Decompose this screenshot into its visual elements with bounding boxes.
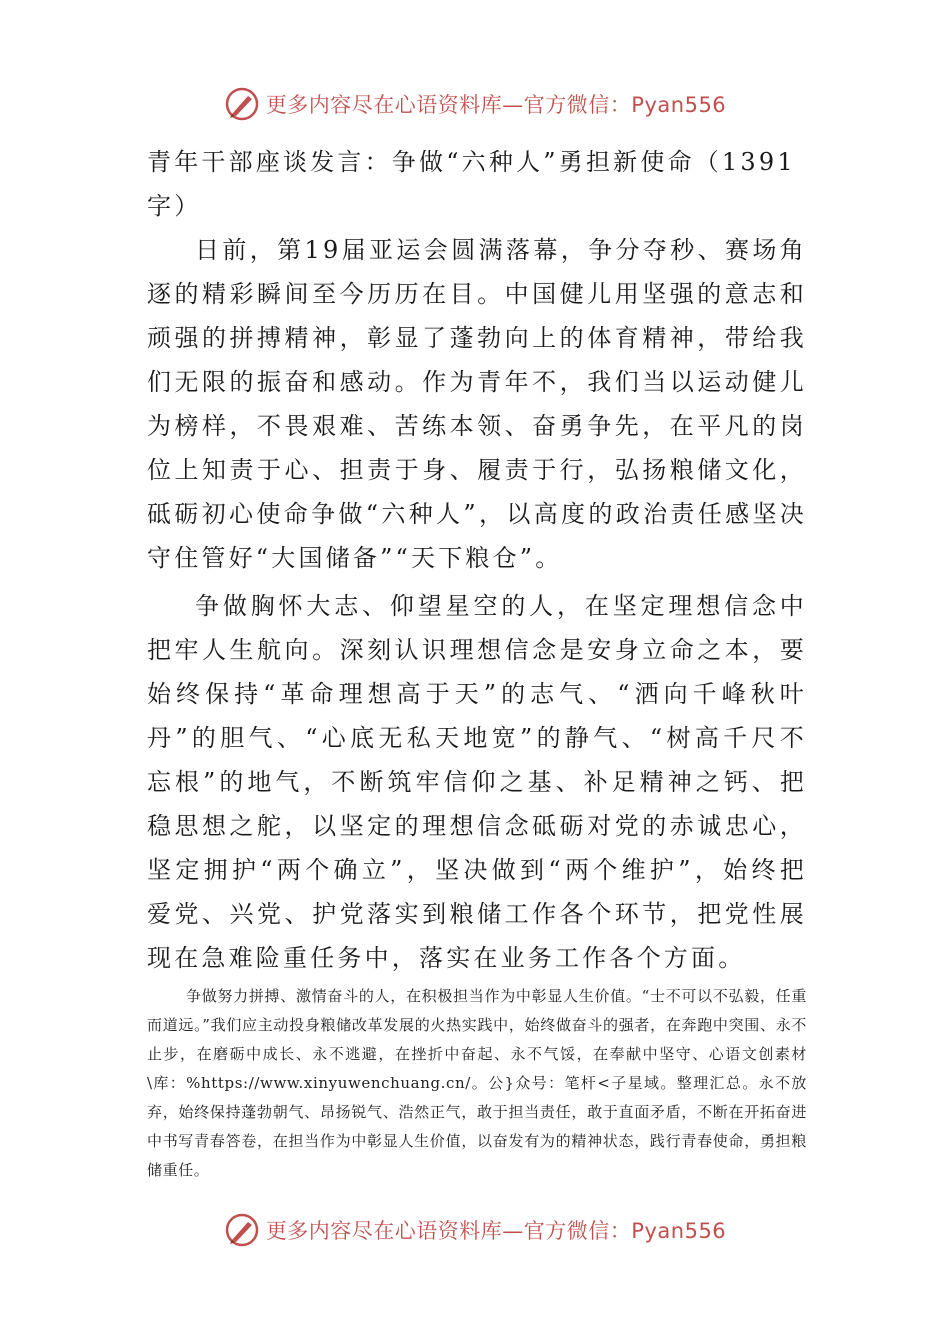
header-banner	[0, 84, 950, 124]
paragraph: 日前，第19届亚运会圆满落幕，争分夺秒、赛场角逐的精彩瞬间至今历历在目。中国健儿用坚强的意志和顽强的拼搏精神，彰显了蓬勃向上的体育精神，带给我们无限的振奋和感动。作为青年不，我们当以运动健儿为榜样，不畏艰难、苦练本领、奋勇争先，在平凡的岗位上知责于心、担责于身、履责于行，弘扬粮储文化，砥砺初心使命争做“六种人”，以高度的政治责任感坚决守住管好“大国储备”“天下粮仓”。	[147, 236, 807, 572]
footer-banner	[0, 1210, 950, 1250]
small-paragraph: 争做努力拼搏、激情奋斗的人，在积极担当作为中彰显人生价值。“士不可以不弘毅，任重而道远。”我们应主动投身粮储改革发展的火热实践中，始终做奋斗的强者，在奔跑中突围、永不止步，在磨砺中成长、永不逃避，在挫折中奋起、永不气馁，在奉献中坚守、心语文创素材\库：%https://www.xinyuwenchuang.cn/。公}众号：笔杆<子星域。整理汇总。永不放弃，始终保持蓬勃朝气、昂扬锐气、浩然正气，敢于担当责任，敢于直面矛盾，不断在开拓奋进中书写青春答卷，在担当作为中彰显人生价值，以奋发有为的精神状态，践行青春使命，勇担粮储重任。	[147, 987, 807, 1179]
banner-text: 更多内容尽在心语资料库—官方微信：Pyan556	[265, 1219, 727, 1243]
document-title: 青年干部座谈发言：争做“六种人”勇担新使命（1391字）	[147, 148, 796, 220]
pen-logo-icon	[224, 1212, 260, 1248]
paragraph: 争做胸怀大志、仰望星空的人，在坚定理想信念中把牢人生航向。深刻认识理想信念是安身立命之本，要始终保持“革命理想高于天”的志气、“洒向千峰秋叶丹”的胆气、“心底无私天地宽”的静气、“树高千尺不忘根”的地气，不断筑牢信仰之基、补足精神之钙、把稳思想之舵，以坚定的理想信念砥砺对党的赤诚忠心，坚定拥护“两个确立”，坚决做到“两个维护”，始终把爱党、兴党、护党落实到粮储工作各个环节，把党性展现在急难险重任务中，落实在业务工作各个方面。	[147, 592, 807, 972]
pen-logo-icon	[224, 86, 260, 122]
banner-text: 更多内容尽在心语资料库—官方微信：Pyan556	[265, 93, 727, 117]
document-body	[147, 140, 807, 1185]
